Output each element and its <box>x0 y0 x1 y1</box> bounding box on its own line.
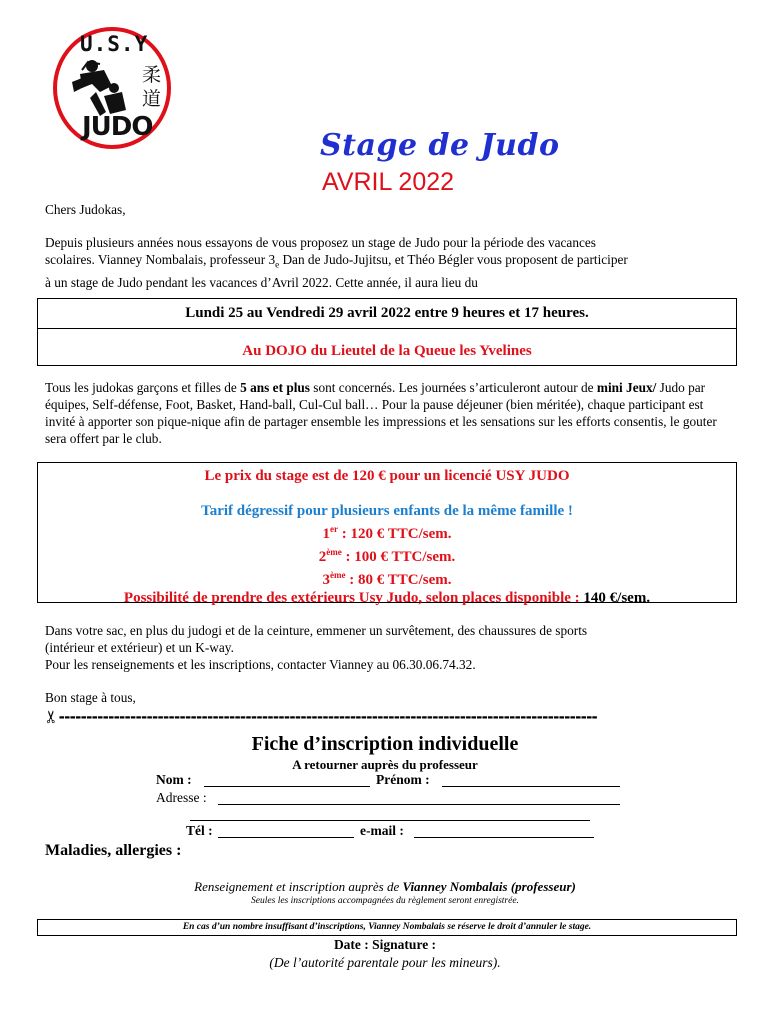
contact-info: Renseignement et inscription auprès de Vianney Nombalais (professeur) <box>194 879 576 894</box>
logo-kanji-1: 柔 <box>142 64 162 86</box>
intro-line-1: Depuis plusieurs années nous essayons de vous proposez un stage de Judo pour la période des vacances <box>45 235 596 250</box>
bag-line-2: (intérieur et extérieur) et un K-way. <box>45 640 234 655</box>
nom-label: Nom : <box>156 772 192 787</box>
tier-1-price: 1er : 120 € TTC/sem. <box>322 524 452 542</box>
stage-dates: Lundi 25 au Vendredi 29 avril 2022 entre 9 heures et 17 heures. <box>185 305 589 321</box>
email-label: e-mail : <box>360 823 404 838</box>
prenom-label: Prénom : <box>376 772 430 787</box>
form-subtitle: A retourner auprès du professeur <box>292 757 478 772</box>
tel-field[interactable] <box>218 837 354 838</box>
parental-note: (De l’autorité parentale pour les mineurs). <box>269 955 501 970</box>
prenom-field[interactable] <box>442 786 620 787</box>
stage-location: Au DOJO du Lieutel de la Queue les Yvelines <box>242 343 532 359</box>
logo-kanji-2: 道 <box>142 88 162 110</box>
intro-line-2: scolaires. Vianney Nombalais, professeur $3_e$ Dan de Judo-Jujitsu, et Théo Bégler vous proposent de participer <box>45 252 628 270</box>
intro-line-3: à un stage de Judo pendant les vacances d’Avril 2022. Cette année, il aura lieu du <box>45 274 478 290</box>
logo-bottom-text: JUDO <box>82 112 153 142</box>
box-divider <box>38 328 736 329</box>
price-box <box>37 462 737 606</box>
scissors-icon: ✂ <box>41 710 62 724</box>
cut-line <box>41 706 735 727</box>
registration-note: Seules les inscriptions accompagnées du règlement seront enregistrée. <box>251 896 519 906</box>
logo-top-text: U.S.Y <box>80 32 149 56</box>
external-price: Possibilité de prendre des extérieurs Usy Judo, selon places disponible : 140 €/sem. <box>123 590 651 606</box>
bag-paragraph <box>45 622 735 673</box>
main-price: Le prix du stage est de 120 € pour un licencié USY JUDO <box>204 468 570 484</box>
page-subtitle: AVRIL 2022 <box>322 168 455 196</box>
contact-line: Pour les renseignements et les inscriptions, contacter Vianney au 06.30.06.74.32. <box>45 657 476 672</box>
adresse-field[interactable] <box>218 804 620 805</box>
form-title: Fiche d’inscription individuelle <box>251 733 519 755</box>
usy-judo-logo <box>52 26 172 150</box>
closing: Bon stage à tous, <box>45 690 136 705</box>
bag-line-1: Dans votre sac, en plus du judogi et de la ceinture, emmener un survêtement, des chaussures de sports <box>45 623 588 638</box>
cancellation-warning: En cas d’un nombre insuffisant d’inscriptions, Vianney Nombalais se réserve le droit d’annuler le stage. <box>37 919 737 936</box>
cut-dashes: -------------------------------------------------------------------------------------------------- <box>58 706 598 726</box>
tel-label: Tél : <box>186 823 213 838</box>
email-field[interactable] <box>414 837 594 838</box>
maladies-label: Maladies, allergies : <box>45 842 182 859</box>
tier-3-price: 3ème : 80 € TTC/sem. <box>322 570 452 588</box>
date-signature-label: Date : Signature : <box>333 937 437 952</box>
degressive-rate: Tarif dégressif pour plusieurs enfants de la même famille ! <box>201 503 573 519</box>
page-title: Stage de Judo <box>320 128 560 163</box>
tier-2-price: 2ème : 100 € TTC/sem. <box>318 547 456 565</box>
intro-paragraph <box>45 234 735 291</box>
details-paragraph: Tous les judokas garçons et filles de 5 ans et plus sont concernés. Les journées s’articuleront autour de mini Jeux/ Judo par équipes, Self-défense, Foot, Basket, Hand-ball, Cul-Cul ball… Pour la pause déjeuner (bien méritée), chaque participant est invité à apporter son pique-nique afin de partager ensemble les impressions et les sensations sur les efforts consentis, le gouter sera offert par le club. <box>45 380 717 446</box>
dates-box <box>37 298 737 366</box>
adresse-label: Adresse : <box>156 790 207 805</box>
adresse-field-line-2[interactable] <box>190 820 590 821</box>
nom-field[interactable] <box>204 786 370 787</box>
greeting: Chers Judokas, <box>45 202 126 217</box>
